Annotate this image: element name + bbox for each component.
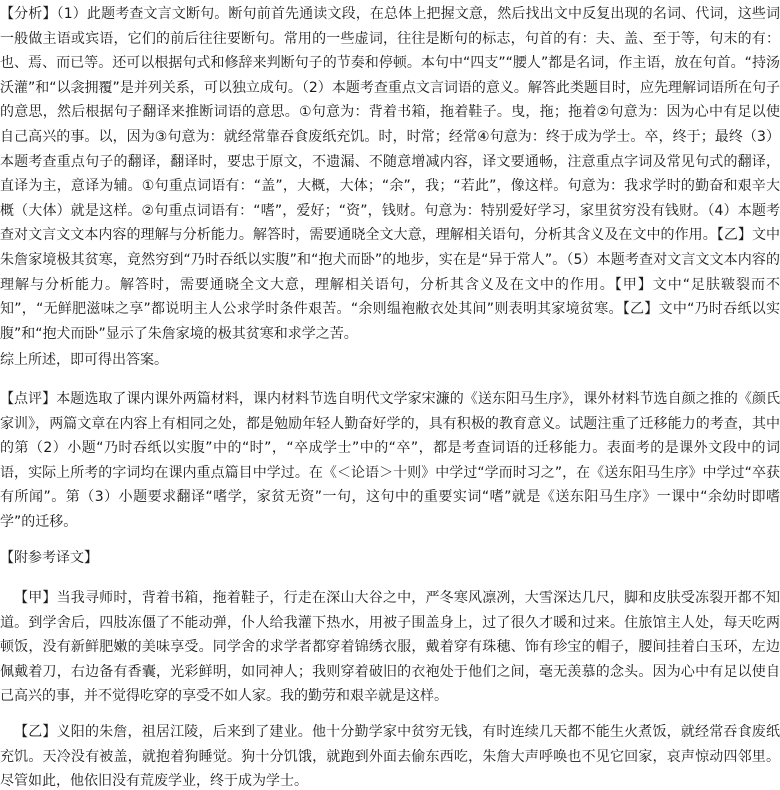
- summary-paragraph: 综上所述，即可得出答案。: [0, 352, 168, 368]
- analysis-paragraph: 【分析】（1）此题考查文言文断句。断句前首先通读文段，在总体上把握文意，然后找出文中反复出现的名词、代词，这些词一般做主语或宾语，它们的前后往往要断句。常用的一些虚词，往往是断句的标志，句首的有：夫、盖、至于等，句末的有：也、焉、而已等。还可以根据句式和修辞来判断句子的节奏和停顿。本句中“四支”“腰人”都是名词，作主语，放在句首。“持汤沃灌”和“以衾拥覆”是并列关系，可以独立成句。（2）本题考查重点文言词语的意义。解答此类题目时，应先理解词语所在句子的意思，然后根据句子翻译来推断词语的意思。①句意为：背着书箱，拖着鞋子。曳，拖；拖着②句意为：因为心中有足以使自己高兴的事。以，因为③句意为：就经常靠吞食废纸充饥。时，时常；经常④句意为：终于成为学士。卒，终于；最终（3）本题考查重点句子的翻译，翻译时，要忠于原文，不遗漏、不随意增减内容，译文要通畅，注意重点字词及常见句式的翻译，直译为主，意译为辅。①句重点词语有：“盖”，大概，大体；“余”，我；“若此”，像这样。句意为：我求学时的勤奋和艰辛大概（大体）就是这样。②句重点词语有：“嗜”，爱好；“资”，钱财。句意为：特别爱好学习，家里贫穷没有钱财。（4）本题考查对文言文文本内容的理解与分析能力。解答时，需要通晓全文大意，理解相关语句，分析其含义及在文中的作用。【乙】文中朱詹家境极其贫寒，竟然穷到“乃时吞纸以实腹”和“抱犬而卧”的地步，实在是“异于常人”。（5）本题考查对文言文文本内容的理解与分析能力。解答时，需要通晓全文大意，理解相关语句，分析其含义及在文中的作用。【甲】文中“足肤皲裂而不知”，“无鲜肥滋味之享”都说明主人公求学时条件艰苦。“余则缊袍敝衣处其间”则表明其家境贫寒。【乙】文中“乃时吞纸以实腹”和“抱犬而卧”显示了朱詹家境的极其贫寒和求学之苦。: [0, 6, 780, 342]
- translation-jia-paragraph: 【甲】当我寻师时，背着书箱，拖着鞋子，行走在深山大谷之中，严冬寒风凛冽，大雪深达几尺，脚和皮肤受冻裂开都不知道。到学舍后，四肢冻僵了不能动弹，仆人给我灌下热水，用被子围盖身上，过了很久才暖和过来。住旅馆主人处，每天吃两顿饭，没有新鲜肥嫩的美味享受。同学舍的求学者都穿着锦绣衣服，戴着穿有珠穗、饰有珍宝的帽子，腰间挂着白玉环，左边佩戴着刀，右边备有香囊，光彩鲜明，如同神人；我则穿着破旧的衣袍处于他们之间，毫无羡慕的念头。因为心中有足以使自己高兴的事，并不觉得吃穿的享受不如人家。我的勤劳和艰辛就是这样。: [0, 590, 780, 705]
- comment-paragraph: 【点评】本题选取了课内课外两篇材料，课内材料节选自明代文学家宋濂的《送东阳马生序》，课外材料节选自颜之推的《颜氏家训》，两篇文章在内容上有相同之处，都是勉励年轻人勤奋好学的，具有积极的教育意义。试题注重了迁移能力的考查，其中的第（2）小题“乃时吞纸以实腹”中的“时”，“卒成学士”中的“卒”，都是考查词语的迁移能力。表面考的是课外文段中的词语，实际上所考的字词均在课内重点篇目中学过。在《＜论语＞十则》中学过“学而时习之”，在《送东阳马生序》中学过“卒获有所闻”。第（3）小题要求翻译“嗜学，家贫无资”一句，这句中的重要实词“嗜”就是《送东阳马生序》一课中“余幼时即嗜学”的迁移。: [0, 391, 780, 530]
- translation-heading: 【附参考译文】: [0, 550, 98, 566]
- translation-yi-paragraph: 【乙】义阳的朱詹，祖居江陵，后来到了建业。他十分勤学家中贫穷无钱，有时连续几天都不能生火煮饭，就经常吞食废纸充饥。天冷没有被盖，就抱着狗睡觉。狗十分饥饿，就跑到外面去偷东西吃，朱詹大声呼唤也不见它回家，哀声惊动四邻里。尽管如此，他依旧没有荒废学业，终于成为学士。: [0, 724, 780, 790]
